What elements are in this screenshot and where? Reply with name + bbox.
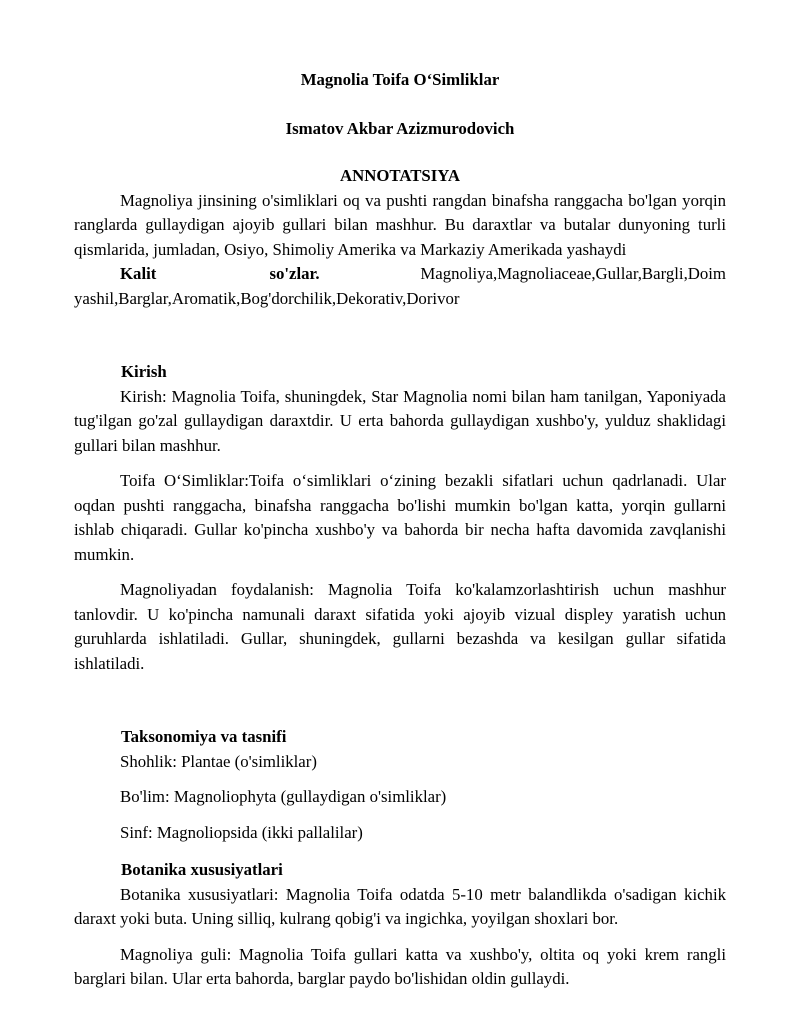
intro-heading: Kirish <box>121 362 167 381</box>
taxonomy-item-division: Bo'lim: Magnoliophyta (gullaydigan o'simliklar) <box>120 787 447 806</box>
annotation-heading: ANNOTATSIYA <box>340 166 460 185</box>
botany-paragraph-2: Magnoliya guli: Magnolia Toifa gullari katta va xushbo'y, oltita oq yoki krem rangli barglari bilan. Ular erta bahorda, barglar paydo bo'lishidan oldin gullaydi. <box>74 944 726 988</box>
intro-paragraph-1: Kirish: Magnolia Toifa, shuningdek, Star Magnolia nomi bilan ham tanilgan, Yaponiyada tug'ilgan go'zal gullaydigan daraxtdir. U erta bahorda gullaydigan xushbo'y, yulduz shaklidagi gullari bilan mashhur. <box>74 386 726 455</box>
document-title: Magnolia Toifa O‘Simliklar <box>300 70 500 89</box>
keywords-paragraph <box>74 262 726 311</box>
taxonomy-item-kingdom: Shohlik: Plantae (o'simliklar) <box>120 751 317 771</box>
botany-paragraph-1: Botanika xususiyatlari: Magnolia Toifa odatda 5-10 metr balandlikda o'sadigan kichik daraxt yoki buta. Uning silliq, kulrang qobig'i va ingichka, yoyilgan shoxlari bor. <box>74 884 726 928</box>
annotation-text: Magnoliya jinsining o'simliklari oq va pushti rangdan binafsha ranggacha bo'lgan yorqin ranglarda gullaydigan ajoyib gullari bilan mashhur. Bu daraxtlar va butalar dunyoning turli qismlarida, jumladan, Osiyo, Shimoliy Amerika va Markaziy Amerikada yashaydi <box>74 190 726 259</box>
taxonomy-item-class: Sinf: Magnoliopsida (ikki pallalilar) <box>120 822 363 842</box>
intro-paragraph-3: Magnoliyadan foydalanish: Magnolia Toifa ko'kalamzorlashtirish uchun mashhur tanlovdir. U ko'pincha namunali daraxt sifatida yoki ajoyib vizual displey yaratish uchun guruhlarda ishlatiladi. Gullar, shuningdek, gullarni bezashda va kesilgan gullar sifatida ishlatiladi. <box>74 580 726 673</box>
keywords-label: Kalit so'zlar. <box>120 264 320 283</box>
document-author: Ismatov Akbar Azizmurodovich <box>285 118 515 138</box>
taxonomy-heading: Taksonomiya va tasnifi <box>121 727 287 746</box>
botany-heading: Botanika xususiyatlari <box>121 860 283 879</box>
intro-paragraph-2: Toifa O‘Simliklar:Toifa o‘simliklari o‘zining bezakli sifatlari uchun qadrlanadi. Ular oqdan pushti ranggacha, binafsha ranggacha bo'lishi mumkin bo'lgan katta, yorqin gullarni ishlab chiqaradi. Gullar ko'pincha xushbo'y va bahorda bir necha hafta davomida zavqlanishi mumkin. <box>74 471 726 564</box>
document-page <box>74 68 726 992</box>
keywords-text: Magnoliya,Magnoliaceae,Gullar,Bargli,Doim yashil,Barglar,Aromatik,Bog'dorchilik,Dekorativ,Dorivor <box>74 264 726 308</box>
